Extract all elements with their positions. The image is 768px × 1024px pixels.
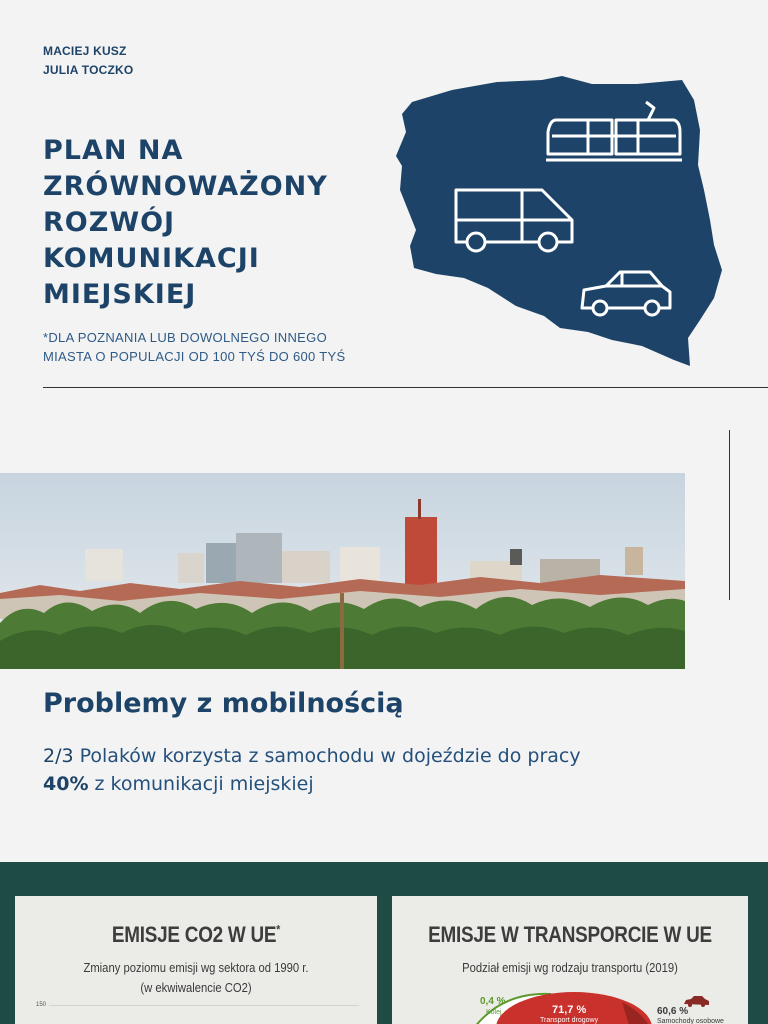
title-line: KOMUNIKACJI: [43, 243, 260, 274]
card-title-text: EMISJE CO2 W UE: [111, 922, 277, 947]
stat-text: z komunikacji miejskiej: [88, 773, 314, 795]
card-title: [40, 922, 351, 948]
stat-number: 40%: [43, 773, 89, 795]
transport-emissions-card: [392, 896, 748, 1024]
stat-line-transit: [43, 770, 581, 798]
subtitle-line: *DLA POZNANIA LUB DOWOLNEGO INNEGO: [43, 330, 327, 345]
title-line: ZRÓWNOWAŻONY: [43, 171, 328, 202]
author-name: JULIA TOCZKO: [43, 63, 134, 77]
stat-line-car: [43, 742, 581, 770]
pie-label: Transport drogowy: [540, 1017, 599, 1024]
card-title: EMISJE W TRANSPORCIE W UE: [428, 922, 712, 947]
title-line: PLAN NA: [43, 135, 184, 166]
y-tick-label: 150: [36, 1002, 47, 1008]
card-subtitle-line: Zmiany poziomu emisji wg sektora od 1990 r.: [83, 961, 309, 975]
city-skyline-photo: [0, 473, 685, 669]
subtitle: [43, 328, 345, 366]
card-subtitle-line: (w ekwiwalencie CO2): [140, 981, 252, 995]
subtitle-line: MIASTA O POPULACJI OD 100 TYŚ DO 600 TYŚ: [43, 349, 346, 364]
card-subtitle: [410, 958, 730, 978]
stat-number: 2/3: [43, 745, 74, 767]
poland-map: [392, 70, 730, 370]
problems-stats: [43, 742, 581, 798]
pie-label-pct: 0,4 %: [480, 996, 506, 1007]
card-subtitle: [33, 958, 359, 998]
card-subtitle-line: Podział emisji wg rodzaju transportu (2019): [462, 961, 678, 975]
co2-emissions-card: [15, 896, 377, 1024]
pie-label: Kolej: [486, 1009, 502, 1016]
title-line: MIEJSKIEJ: [43, 279, 197, 310]
pie-label: Samochody osobowe: [657, 1018, 724, 1024]
title-line: ROZWÓJ: [43, 207, 176, 238]
gridline: [49, 1005, 359, 1006]
authors: [43, 42, 133, 80]
author-name: MACIEJ KUSZ: [43, 44, 127, 58]
pie-label-pct: 60,6 %: [657, 1006, 689, 1017]
page-title: [43, 133, 383, 313]
divider-vertical: [729, 430, 730, 600]
footnote-mark: *: [276, 922, 281, 937]
problems-title: Problemy z mobilnością: [43, 688, 404, 719]
stat-text: Polaków korzysta z samochodu w dojeździe do pracy: [73, 745, 581, 767]
pie-label-pct: 71,7 %: [552, 1004, 587, 1016]
divider-horizontal: [43, 387, 768, 388]
